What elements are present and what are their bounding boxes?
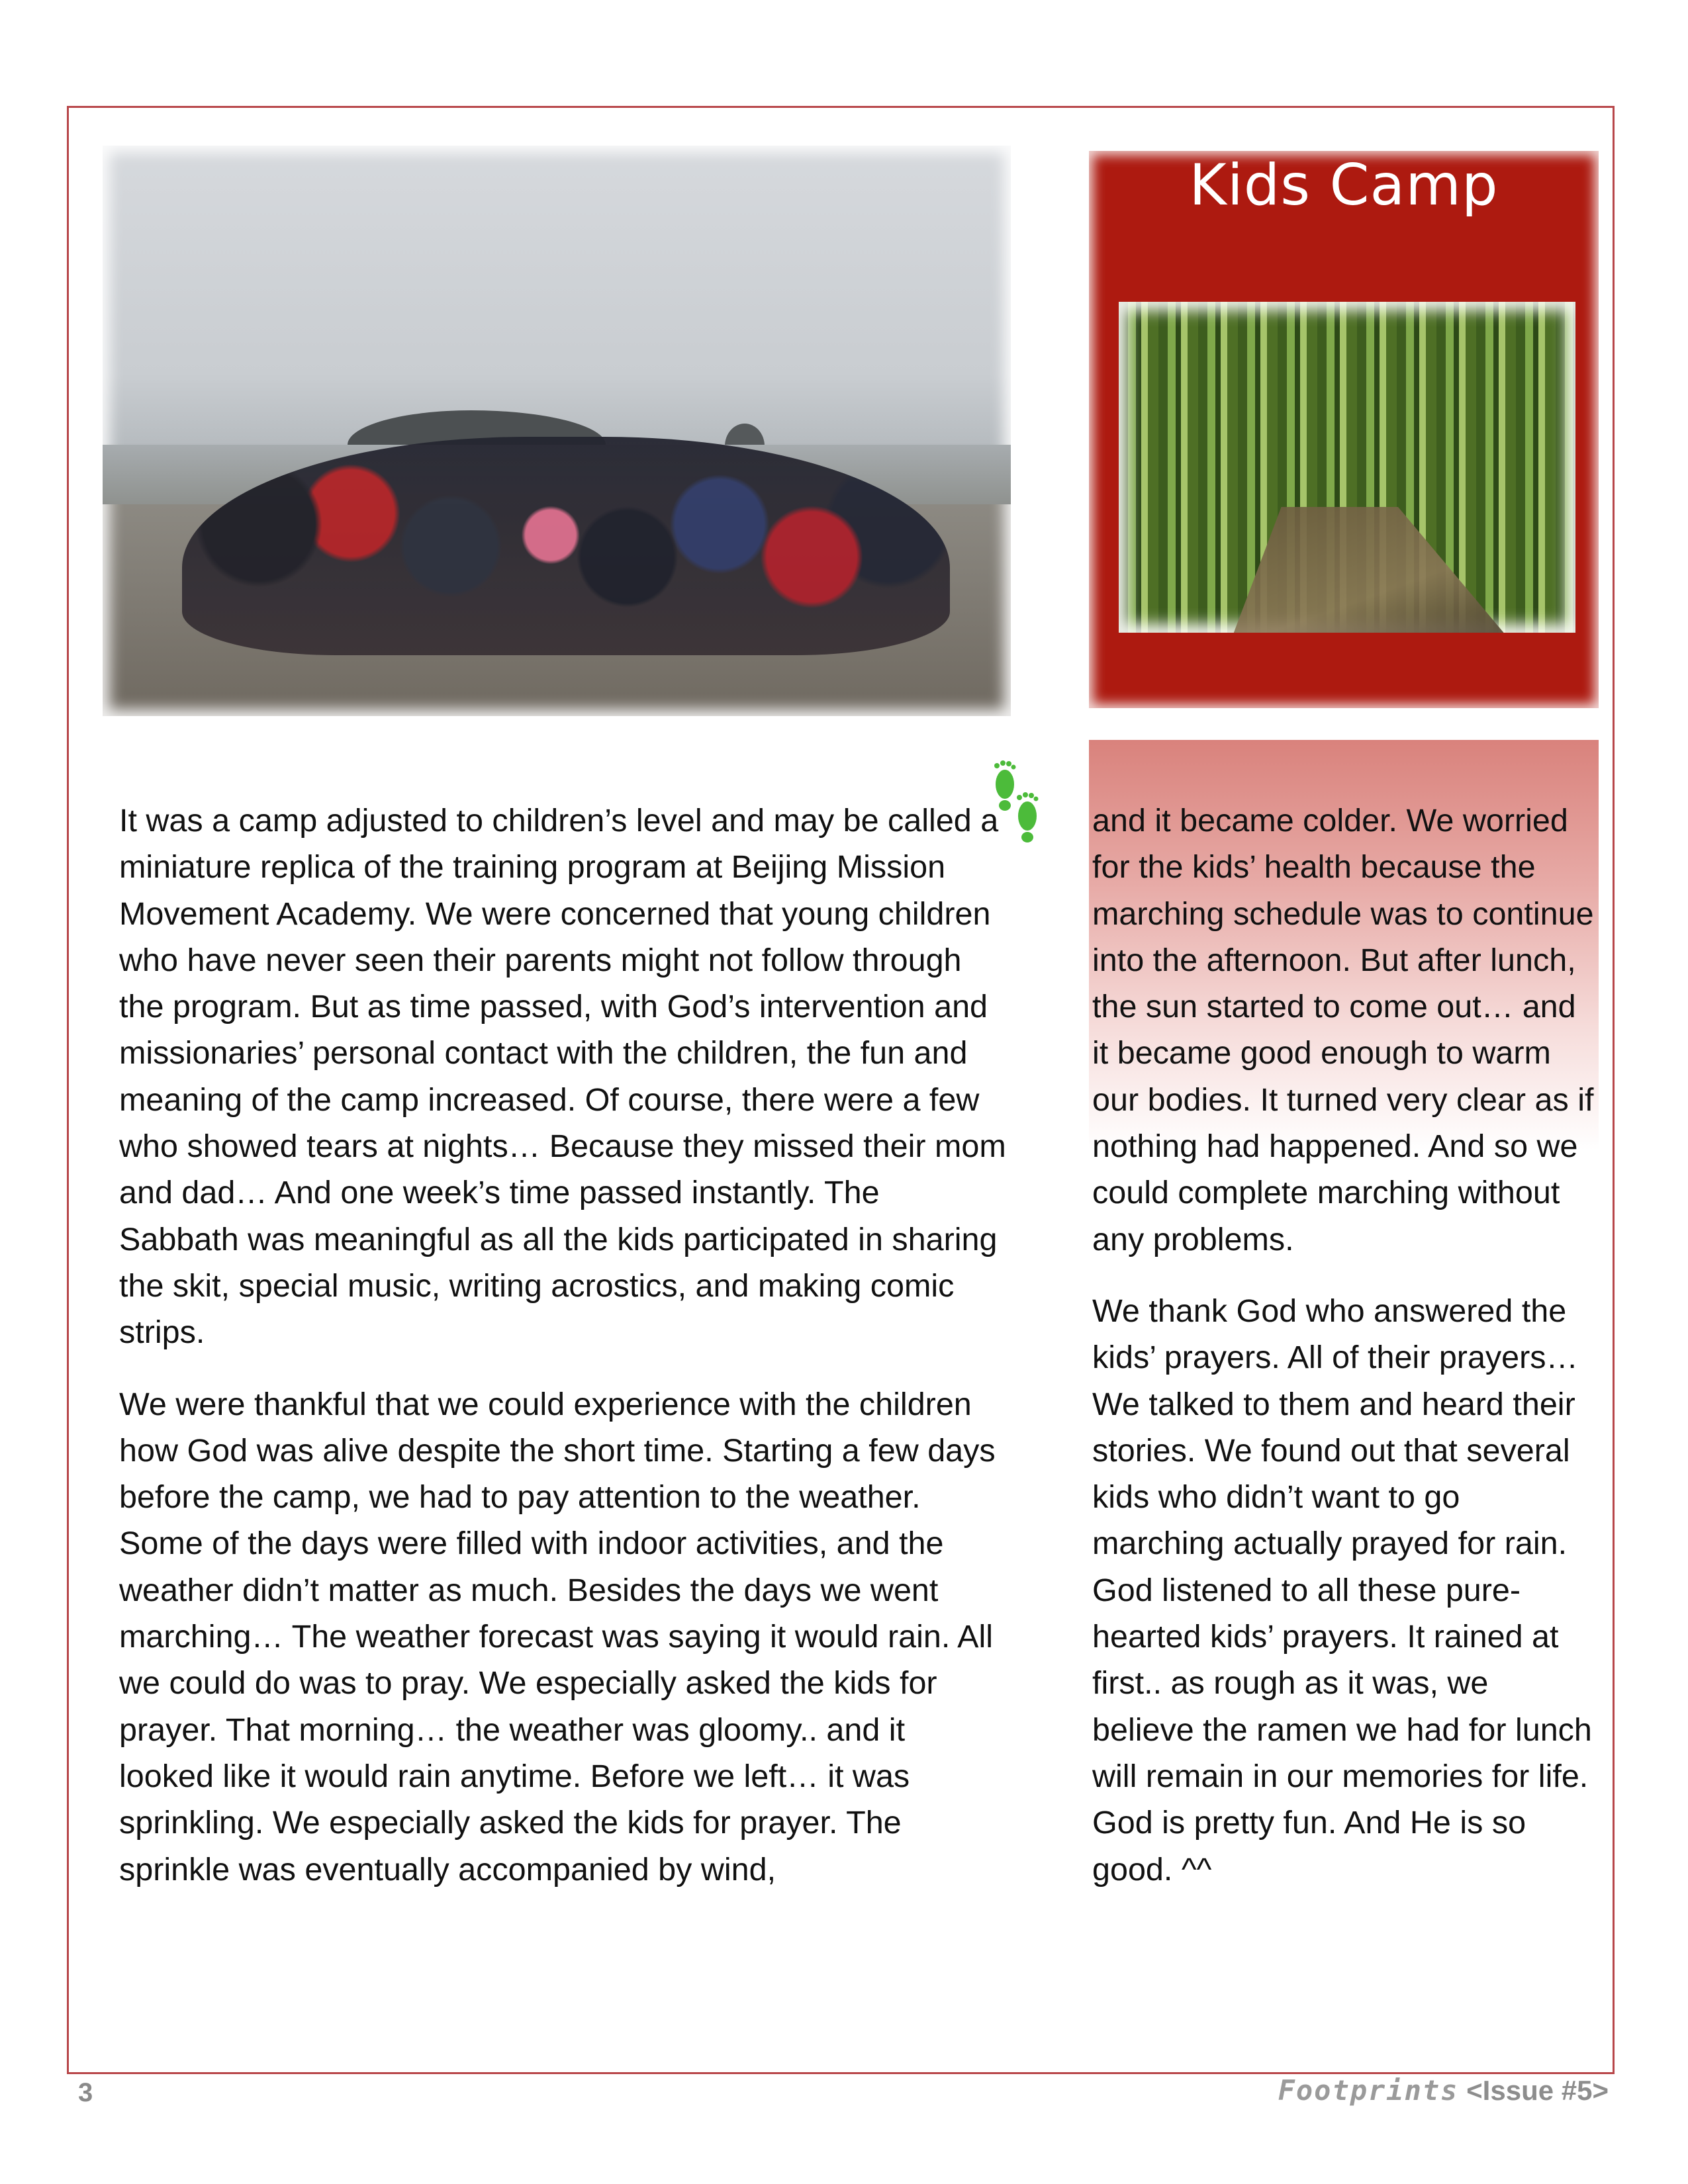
sidebar-title: Kids Camp <box>1189 152 1499 218</box>
publication-name: Footprints <box>1278 2074 1459 2107</box>
children-group-shape <box>182 437 950 655</box>
left-paragraph-2: We were thankful that we could experience with the children how God was alive despite the short time. Starting a few days before the camp, we had to pay attention to the weather. Some of the days were filled with indoor activities, and the weather didn’t matter as much. Besides the days we went marching… The weather forecast was saying it would rain. All we could do was to pray. We especially asked the kids for prayer. That morning… the weather was gloomy.. and it looked like it would rain anytime. Before we left… it was sprinkling. We especially asked the kids for prayer. The sprinkle was eventually accompanied by wind, <box>119 1386 996 1888</box>
bamboo-forest-photo <box>1119 302 1575 633</box>
footer <box>1278 2074 1609 2107</box>
right-paragraph-2: We thank God who answered the kids’ prayers. All of their prayers… We talked to them and heard their stories. We found out that several kids who didn’t want to go marching actually prayed for rain. God listened to all these pure-hearted kids’ prayers. It rained at first.. as rough as it was, we believe the ramen we had for lunch will remain in our memories for life. God is pretty fun. And He is so good. ^^ <box>1092 1293 1592 1888</box>
group-photo <box>103 146 1011 716</box>
page-number: 3 <box>78 2078 93 2107</box>
right-paragraph-1: and it became colder. We worried for the kids’ health because the marching schedule was to continue into the afternoon. But after lunch, the sun started to come out… and it became good enough to warm our bodies. It turned very clear as if nothing had happened. And so we could complete marching without any problems. <box>1092 803 1594 1257</box>
right-column <box>1092 797 1595 1918</box>
left-paragraph-1: It was a camp adjusted to children’s level and may be called a miniature replica of the training program at Beijing Mission Movement Academy. We were concerned that young children who have never seen their parents might not follow through the program. But as time passed, with God’s intervention and missionaries’ personal contact with the children, the fun and meaning of the camp increased. Of course, there were a few who showed tears at nights… Because they missed their mom and dad… And one week’s time passed instantly. The Sabbath was meaningful as all the kids participated in sharing the skit, special music, writing acrostics, and making comic strips. <box>119 803 1006 1351</box>
rock-shape <box>725 424 765 446</box>
bamboo-path-shape <box>1231 507 1509 633</box>
left-column <box>119 797 1006 1918</box>
issue-label: <Issue #5> <box>1466 2075 1609 2106</box>
sidebar-red-panel <box>1089 151 1599 708</box>
